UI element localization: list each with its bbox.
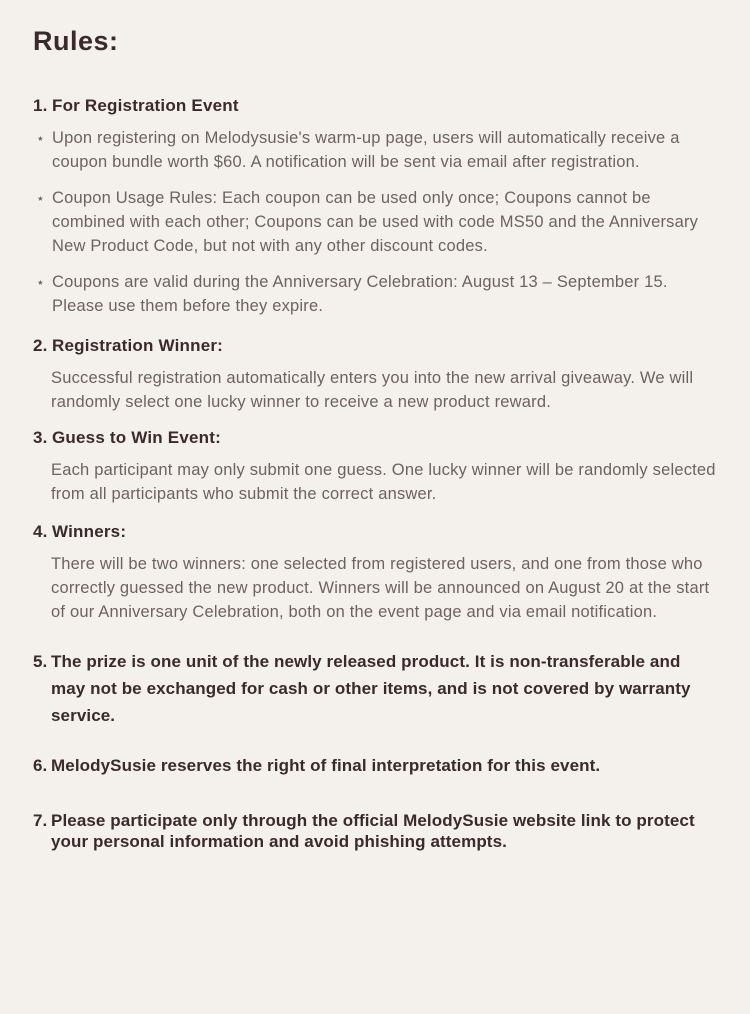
bullet-text: Coupon Usage Rules: Each coupon can be used only once; Coupons cannot be combined with each other; Coupons can be used with code MS50 and the Anniversary New Product Code, but not with any other discount codes. — [52, 189, 699, 255]
section-paragraph: There will be two winners: one selected from registered users, and one from those who correctly guessed the new product. Winners will be announced on August 20 at the start of our Anniversary Celebration, both on the event page and via email notification. — [51, 555, 710, 621]
section-heading-row — [33, 520, 716, 544]
section-heading: For Registration Event — [52, 96, 239, 115]
section-heading: Registration Winner: — [52, 336, 224, 355]
star-bullet-icon: ⋆ — [36, 274, 45, 290]
bullet-text: Upon registering on Melodysusie's warm-up page, users will automatically receive a coupon bundle worth $60. A notification will be sent via email after registration. — [52, 129, 680, 171]
bold-rule-text: MelodySusie reserves the right of final interpretation for this event. — [51, 756, 601, 775]
section-guess-to-win — [33, 426, 716, 506]
bullet-text: Coupons are valid during the Anniversary Celebration: August 13 – September 15. Please use them before they expire. — [52, 273, 668, 315]
section-winners — [33, 520, 716, 624]
bullet-item — [36, 186, 716, 258]
page-title: Rules: — [33, 26, 119, 56]
section-registration-winner — [33, 334, 716, 414]
bold-rule-text: The prize is one unit of the newly released product. It is non-transferable and may not be exchanged for cash or other items, and is not covered by warranty service. — [51, 652, 691, 725]
section-heading: Guess to Win Event: — [52, 428, 221, 447]
section-heading-row — [33, 334, 716, 358]
section-heading: Winners: — [52, 522, 127, 541]
section-number: 4. — [33, 522, 48, 541]
section-prize-terms — [33, 648, 716, 729]
section-number: 2. — [33, 336, 48, 355]
section-number: 3. — [33, 428, 48, 447]
bullet-item — [36, 270, 716, 318]
bullet-item — [36, 126, 716, 174]
section-number: 6. — [33, 756, 48, 775]
bold-rule-text: Please participate only through the official MelodySusie website link to protect your personal information and avoid phishing attempts. — [51, 811, 695, 851]
section-paragraph: Successful registration automatically enters you into the new arrival giveaway. We will randomly select one lucky winner to receive a new product reward. — [51, 369, 694, 411]
section-final-interpretation — [33, 755, 716, 776]
star-bullet-icon: ⋆ — [36, 190, 45, 206]
star-bullet-icon: ⋆ — [36, 130, 45, 146]
section-number: 7. — [33, 811, 48, 830]
section-heading-row — [33, 426, 716, 450]
section-number: 1. — [33, 96, 48, 115]
section-paragraph: Each participant may only submit one guess. One lucky winner will be randomly selected from all participants who submit the correct answer. — [51, 461, 716, 503]
section-official-link-warning — [33, 810, 716, 852]
section-registration-event — [33, 94, 716, 318]
section-number: 5. — [33, 652, 48, 671]
section-heading-row — [33, 94, 716, 118]
